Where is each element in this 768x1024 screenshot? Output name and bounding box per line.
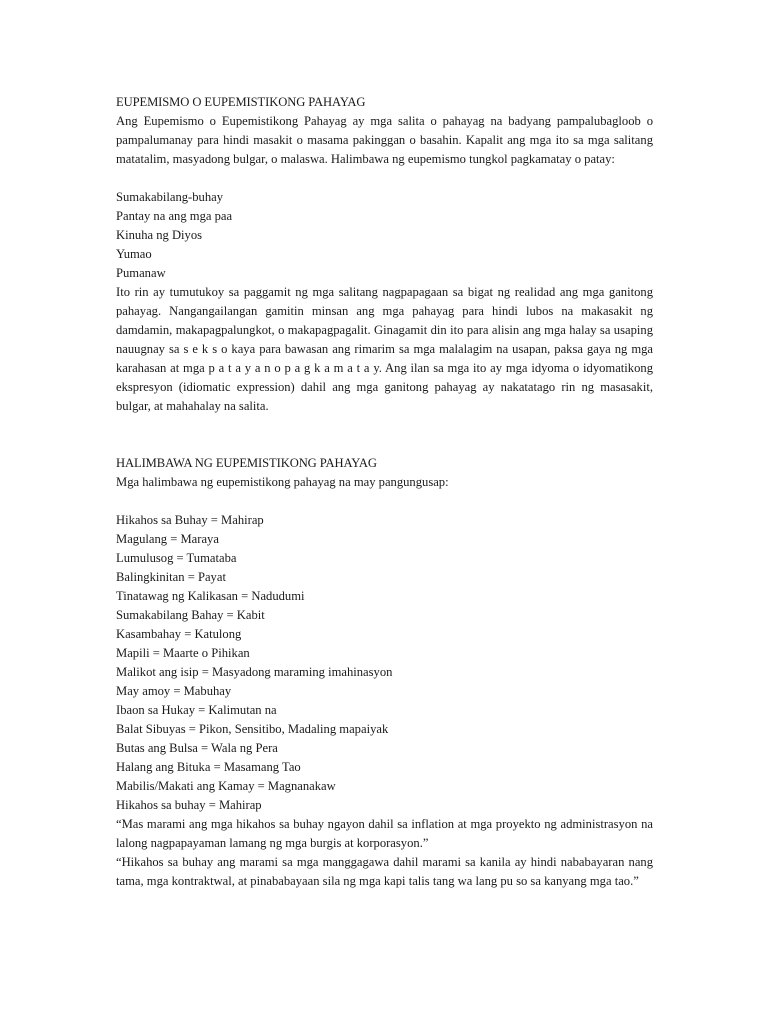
spacer bbox=[116, 416, 653, 454]
spacer bbox=[116, 492, 653, 511]
list-item: Mabilis/Makati ang Kamay = Magnanakaw bbox=[116, 779, 336, 793]
list-item: Hikahos sa Buhay = Mahirap bbox=[116, 513, 264, 527]
list-item: Kasambahay = Katulong bbox=[116, 627, 242, 641]
death-euphemism-list bbox=[116, 188, 653, 283]
list-item: Lumulusog = Tumataba bbox=[116, 551, 237, 565]
spacer bbox=[116, 169, 653, 188]
section-title-halimbawa: HALIMBAWA NG EUPEMISTIKONG PAHAYAG bbox=[116, 456, 377, 470]
list-item: Magulang = Maraya bbox=[116, 532, 219, 546]
list-item: Sumakabilang Bahay = Kabit bbox=[116, 608, 265, 622]
list-item: Halang ang Bituka = Masamang Tao bbox=[116, 760, 301, 774]
list-item: Balat Sibuyas = Pikon, Sensitibo, Madaling mapaiyak bbox=[116, 722, 389, 736]
list-item: Pantay na ang mga paa bbox=[116, 209, 233, 223]
list-item: Malikot ang isip = Masyadong maraming imahinasyon bbox=[116, 665, 393, 679]
list-item: Tinatawag ng Kalikasan = Nadudumi bbox=[116, 589, 305, 603]
list-item: Kinuha ng Diyos bbox=[116, 228, 203, 242]
euphemism-pairs-list bbox=[116, 511, 653, 815]
section-title-eupemismo: EUPEMISMO O EUPEMISTIKONG PAHAYAG bbox=[116, 95, 366, 109]
list-item: Ibaon sa Hukay = Kalimutan na bbox=[116, 703, 277, 717]
body-paragraph: Ito rin ay tumutukoy sa paggamit ng mga salitang nagpapagaan sa bigat ng realidad ang mga ganitong pahayag. Nangangailangan gamitin minsan ang mga pahayag para hindi lubos na makasakit ng damdamin, makapagpalungkot, o makapagpagalit. Ginagamit din ito para alisin ang mga halay sa usaping nauugnay sa s e k s o kaya para bawasan ang rimarim sa mga malalagim na usapan, paksa gaya ng mga karahasan at mga p a t a y a n o p a g k a m a t a y. Ang ilan sa mga ito ay mga idyoma o idyomatikong ekspresyon (idiomatic expression) dahil ang mga ganitong pahayag ay nakatatago rin ng masasakit, bulgar, at mahahalay na salita. bbox=[116, 285, 653, 413]
list-item: Sumakabilang-buhay bbox=[116, 190, 224, 204]
intro-paragraph: Ang Eupemismo o Eupemistikong Pahayag ay mga salita o pahayag na badyang pampalubagloob o pampalumanay para hindi masakit o masama pakinggan o basahin. Kapalit ang mga ito sa mga salitang matatalim, masyadong bulgar, o malaswa. Halimbawa ng eupemismo tungkol pagkamatay o patay: bbox=[116, 114, 653, 166]
list-item: Butas ang Bulsa = Wala ng Pera bbox=[116, 741, 278, 755]
example-sentence-2: “Hikahos sa buhay ang marami sa mga manggagawa dahil marami sa kanila ay hindi nababayaran nang tama, mga kontraktwal, at pinababayaan sila ng mga kapi talis tang wa lang pu so sa kanyang mga tao.” bbox=[116, 855, 653, 888]
example-sentence-1: “Mas marami ang mga hikahos sa buhay ngayon dahil sa inflation at mga proyekto ng administrasyon na lalong nagpapayaman lamang ng mga burgis at korporasyon.” bbox=[116, 817, 653, 850]
examples-intro: Mga halimbawa ng eupemistikong pahayag na may pangungusap: bbox=[116, 475, 449, 489]
list-item: May amoy = Mabuhay bbox=[116, 684, 232, 698]
list-item: Yumao bbox=[116, 247, 152, 261]
list-item: Mapili = Maarte o Pihikan bbox=[116, 646, 250, 660]
list-item: Hikahos sa buhay = Mahirap bbox=[116, 798, 262, 812]
document-page bbox=[116, 93, 653, 891]
list-item: Balingkinitan = Payat bbox=[116, 570, 226, 584]
list-item: Pumanaw bbox=[116, 266, 166, 280]
